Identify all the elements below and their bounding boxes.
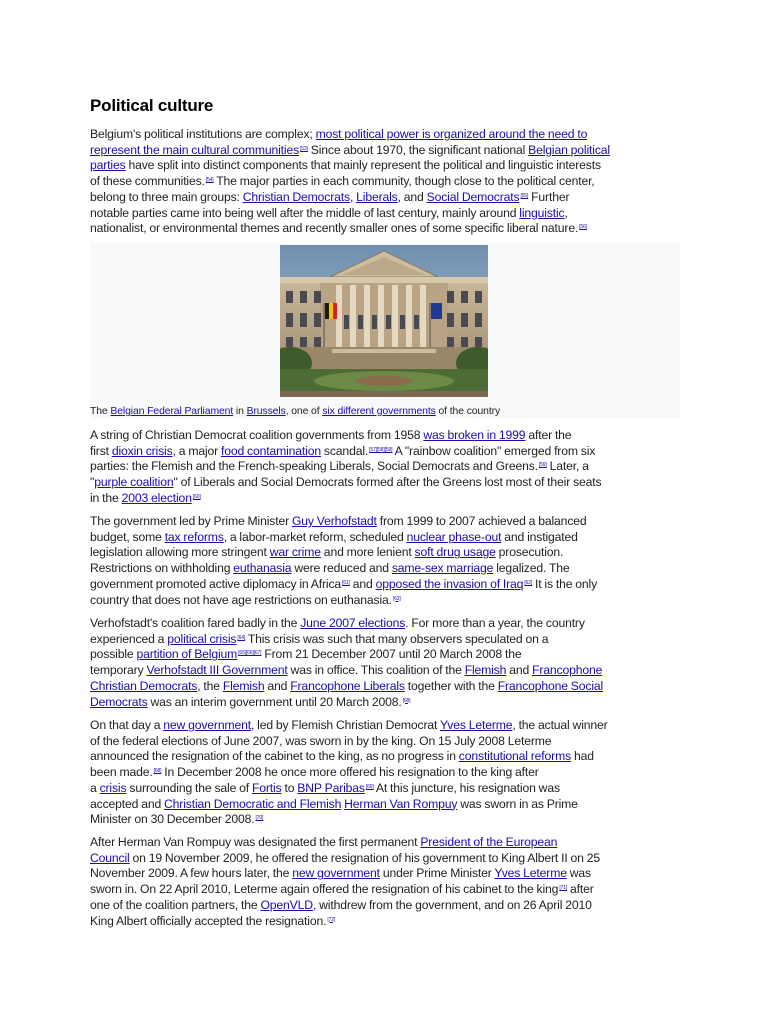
link-yves-leterme[interactable]: Yves Leterme [439, 718, 513, 732]
text: belong to three main groups: [90, 189, 243, 204]
text: temporary [90, 663, 147, 678]
text: a [90, 780, 100, 795]
text: . For more than a year, the country [405, 616, 585, 630]
link-francophone[interactable]: Francophone [532, 663, 603, 678]
text: announced the resignation of the cabinet to the king, as no progress in [90, 749, 459, 764]
text: " [90, 475, 95, 490]
text: The [90, 406, 111, 417]
text: , and [397, 189, 427, 204]
text: notable parties came into being well after the middle of last century, mainly around [90, 205, 520, 220]
text: surrounding the sale of [126, 780, 252, 795]
text: In December 2008 he once more offered his resignation to the king after [161, 765, 539, 780]
text: , a labor-market reform, scheduled [223, 529, 407, 544]
text: A "rainbow coalition" emerged from six [392, 443, 596, 458]
link-war-crime[interactable]: war crime [269, 545, 321, 560]
text: parties: the Flemish and the French-speaking Liberals, Social Democrats and Greens. [90, 459, 538, 474]
text: legislation allowing more stringent [90, 545, 270, 560]
reference-link[interactable]: [61] [342, 579, 350, 586]
text: and [264, 678, 291, 693]
link-soft-drug-usage[interactable]: soft drug usage [414, 545, 496, 560]
text: government promoted active diplomacy in Africa [90, 576, 342, 591]
text: country that does not have age restrictions on euthanasia. [90, 592, 392, 607]
link-broken-1999[interactable]: was broken in 1999 [423, 428, 526, 442]
reference-link[interactable]: [71] [559, 885, 568, 892]
text: experienced a [90, 631, 168, 646]
text: under Prime Minister [379, 866, 495, 881]
link-verhofstadt-iii-government[interactable]: Verhofstadt III Government [146, 663, 288, 678]
text: in the [90, 490, 122, 505]
link-same-sex-marriage[interactable]: same-sex marriage [391, 561, 494, 576]
link-yves-leterme[interactable]: Yves Leterme [494, 866, 567, 881]
link-social-democrats[interactable]: Social Democrats [426, 189, 520, 204]
reference-link[interactable]: [63] [392, 595, 401, 602]
text: On that day a [90, 718, 164, 732]
figure-caption [90, 405, 680, 418]
reference-link[interactable]: [69] [365, 783, 374, 790]
text: Since about 1970, the significant national [307, 142, 529, 157]
text: from 1999 to 2007 achieved a balanced [376, 514, 587, 528]
text: Restrictions on withholding [90, 561, 234, 576]
link-new-government[interactable]: new government [292, 866, 380, 881]
link-crisis[interactable]: crisis [99, 780, 127, 795]
text: together with the [404, 678, 498, 693]
text: prosecution. [495, 545, 564, 560]
reference-link[interactable]: [60] [192, 493, 201, 500]
text: sworn in. On 22 April 2010, Leterme again offered the resignation of his cabinet to the king [90, 882, 559, 897]
text: Belgium's political institutions are complex; [90, 127, 316, 141]
reference-link[interactable]: [57][58][59] [369, 446, 393, 453]
link-new-government[interactable]: new government [163, 718, 251, 732]
link-parties[interactable]: parties [90, 158, 126, 173]
link-belgian-federal-parliament[interactable]: Belgian Federal Parliament [110, 406, 234, 417]
text: , [564, 205, 568, 220]
link-democrats[interactable]: Democrats [90, 694, 148, 709]
text: after the [525, 428, 572, 442]
text: after [567, 882, 594, 897]
text: This crisis was such that many observers speculated on a [245, 631, 549, 646]
link-euthanasia[interactable]: euthanasia [233, 561, 292, 576]
text: was in office. This coalition of the [287, 663, 465, 678]
link-purple-coalition[interactable]: purple coalition [94, 475, 174, 490]
paragraph-intro [90, 127, 682, 237]
text: A string of Christian Democrat coalition governments from 1958 [90, 428, 424, 442]
reference-link[interactable]: [59] [538, 462, 547, 469]
reference-link[interactable]: [68] [153, 768, 162, 775]
paragraph-van-rompuy [90, 835, 682, 929]
text: , led by Flemish Christian Democrat [250, 718, 440, 732]
text: and more lenient [320, 545, 415, 560]
text: It is the only [532, 576, 598, 591]
text: one of the coalition partners, the [90, 897, 261, 912]
text: and [506, 663, 533, 678]
paragraph-verhofstadt-government [90, 514, 682, 608]
reference-link[interactable]: [68] [402, 697, 411, 704]
text: and instigated [501, 529, 578, 544]
link-dioxin-crisis[interactable]: dioxin crisis [111, 443, 173, 458]
text: , withdrew from the government, and on 26 April 2010 [312, 897, 592, 912]
link-flemish[interactable]: Flemish [222, 678, 265, 693]
text: have split into distinct components that mainly represent the political and linguistic interests [125, 158, 601, 173]
text: possible [90, 647, 137, 662]
reference-link[interactable]: [54] [205, 177, 214, 184]
link-herman-van-rompuy[interactable]: Herman Van Rompuy [344, 796, 458, 811]
text: nationalist, or environmental themes and recently smaller ones of some specific liberal nature. [90, 221, 579, 236]
text: was [566, 866, 591, 881]
text: budget, some [90, 529, 165, 544]
text: , a major [172, 443, 221, 458]
parliament-photo[interactable] [280, 245, 488, 397]
text: was sworn in as Prime [457, 796, 578, 811]
text: King Albert officially accepted the resignation. [90, 913, 327, 928]
link-francophone-social[interactable]: Francophone Social [497, 678, 604, 693]
text: scandal. [320, 443, 369, 458]
link-2003-election[interactable]: 2003 election [121, 490, 192, 505]
text: and [349, 576, 376, 591]
link-partition-of-belgium[interactable]: partition of Belgium [136, 647, 238, 662]
link-opposed-invasion-iraq[interactable]: opposed the invasion of Iraq [375, 576, 524, 591]
text: legalized. The [493, 561, 570, 576]
text: accepted and [90, 796, 165, 811]
text: , the [197, 678, 223, 693]
text: on 19 November 2009, he offered the resignation of his government to King Albert II on 25 [129, 850, 600, 865]
link-fortis[interactable]: Fortis [251, 780, 282, 795]
text: Later, a [546, 459, 589, 474]
reference-link[interactable]: [65][66][67] [238, 650, 262, 657]
text: Further [528, 189, 570, 204]
link-flemish[interactable]: Flemish [464, 663, 507, 678]
reference-link[interactable]: [62] [524, 579, 533, 586]
paragraph-coalitions [90, 428, 682, 507]
reference-link[interactable]: [56] [579, 224, 587, 231]
link-six-governments[interactable]: six different governments [322, 406, 436, 417]
text: After Herman Van Rompuy was designated the first permanent [90, 835, 421, 849]
section-heading: Political culture [90, 96, 214, 115]
text: first [90, 443, 112, 458]
text: of these communities. [90, 174, 205, 189]
paragraph-2007-elections [90, 616, 682, 710]
text: November 2009. A few hours later, the [90, 866, 293, 881]
text: to [281, 780, 298, 795]
text: From 21 December 2007 until 20 March 2008 the [261, 647, 522, 662]
text: The major parties in each community, though close to the political center, [213, 174, 595, 189]
link-june-2007-elections[interactable]: June 2007 elections [300, 616, 406, 630]
text: , the actual winner [512, 718, 608, 732]
text: in [233, 406, 247, 417]
link-political-power[interactable]: most political power is organized around the need to [315, 127, 588, 141]
text: , [349, 189, 357, 204]
text: were reduced and [291, 561, 392, 576]
link-christian-democrats[interactable]: Christian Democrats [90, 678, 198, 693]
link-food-contamination[interactable]: food contamination [220, 443, 321, 458]
text: , one of [285, 406, 323, 417]
link-guy-verhofstadt[interactable]: Guy Verhofstadt [291, 514, 377, 528]
link-political-crisis[interactable]: political crisis [167, 631, 237, 646]
reference-link[interactable]: [55] [520, 192, 529, 199]
text: " of Liberals and Social Democrats formed after the Greens lost most of their seats [173, 475, 602, 490]
reference-link[interactable]: [70] [255, 815, 264, 822]
link-liberals[interactable]: Liberals [356, 189, 398, 204]
text: At this juncture, his resignation was [373, 780, 560, 795]
link-christian-democrats[interactable]: Christian Democrats [242, 189, 350, 204]
link-openvld[interactable]: OpenVLD [260, 897, 313, 912]
text: had [571, 749, 594, 764]
text: The government led by Prime Minister [90, 514, 292, 528]
figure-parliament [90, 243, 680, 419]
text: of the country [435, 406, 501, 417]
text: Minister on 30 December 2008. [90, 812, 255, 827]
link-bnp-paribas[interactable]: BNP Paribas [297, 780, 365, 795]
link-tax-reforms[interactable]: tax reforms [164, 529, 224, 544]
link-francophone-liberals[interactable]: Francophone Liberals [290, 678, 405, 693]
link-linguistic[interactable]: linguistic [519, 205, 565, 220]
reference-link[interactable]: [53] [300, 145, 308, 152]
link-council[interactable]: Council [90, 850, 130, 865]
paragraph-leterme [90, 718, 682, 828]
text: Verhofstadt's coalition fared badly in the [90, 616, 301, 630]
reference-link[interactable]: [72] [327, 916, 336, 923]
link-cultural-communities[interactable]: represent the main cultural communities [90, 142, 300, 157]
parliament-building-image [280, 245, 488, 397]
link-brussels[interactable]: Brussels [246, 406, 286, 417]
text: was an interim government until 20 March 2008. [147, 694, 402, 709]
reference-link[interactable]: [64] [237, 634, 246, 641]
link-constitutional-reforms[interactable]: constitutional reforms [458, 749, 572, 764]
text: of the federal elections of June 2007, was sworn in by the king. On 15 July 2008 Leterme [90, 733, 552, 748]
link-nuclear-phase-out[interactable]: nuclear phase-out [406, 529, 502, 544]
text: been made. [90, 765, 153, 780]
link-president-european-council[interactable]: President of the European [420, 835, 558, 849]
link-belgian-political-parties[interactable]: Belgian political [528, 142, 610, 157]
link-christian-democratic-flemish[interactable]: Christian Democratic and Flemish [164, 796, 342, 811]
